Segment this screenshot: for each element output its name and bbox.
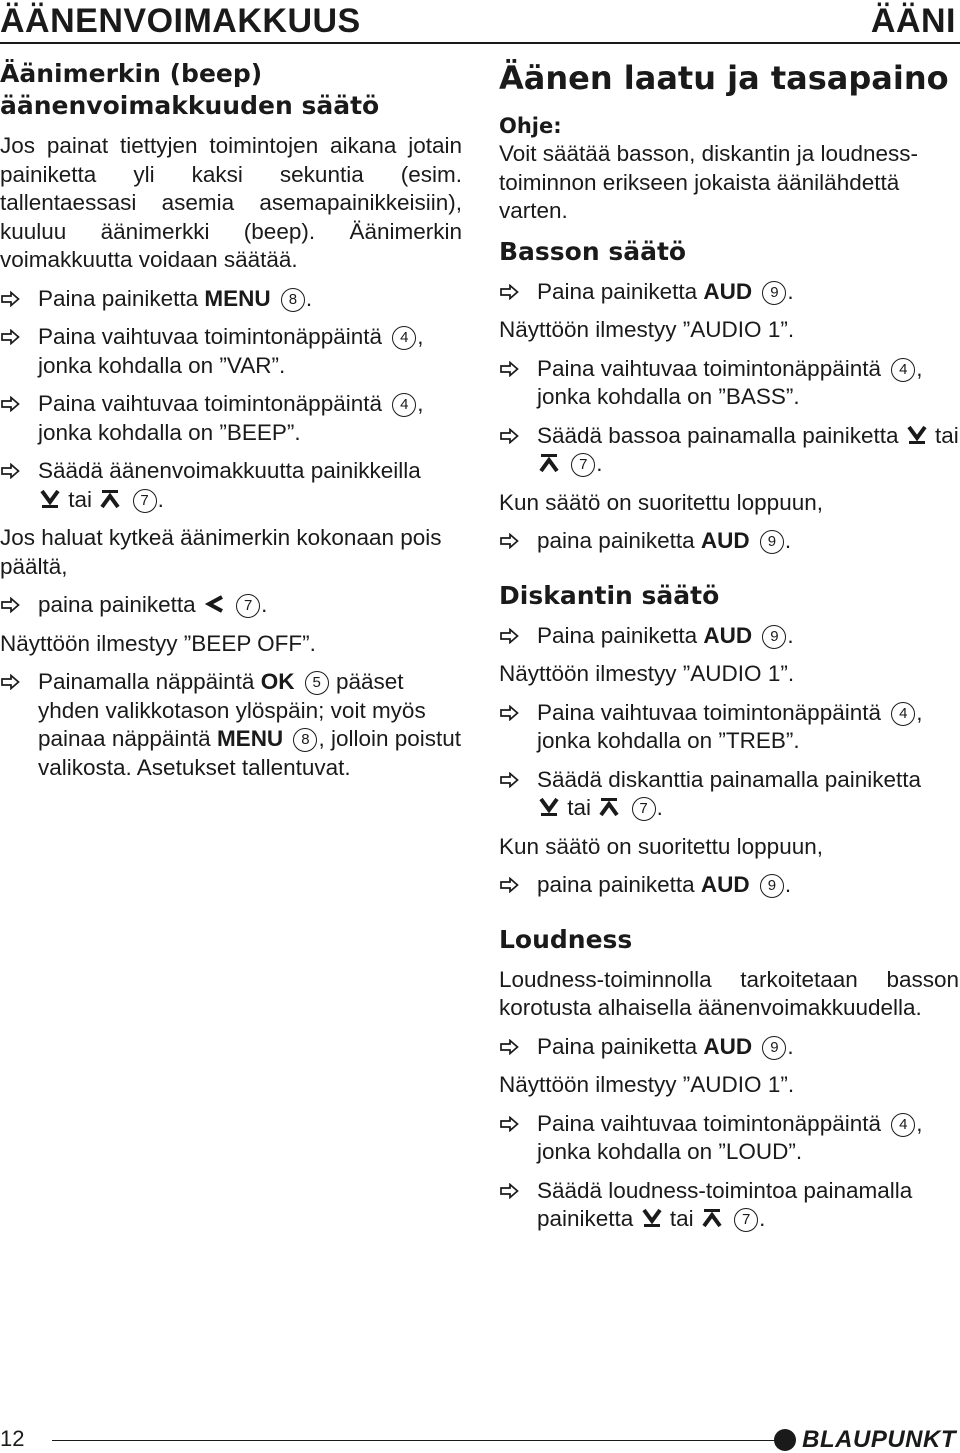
beep-off-text: Jos haluat kytkeä äänimerkin kokonaan pois päältä, [0, 525, 442, 579]
brand-dot-icon [774, 1429, 796, 1451]
page-number: 12 [0, 1426, 25, 1451]
step: Paina painiketta MENU 8 . [0, 285, 462, 314]
button-number-badge: 9 [762, 625, 786, 649]
brand-name: BLAUPUNKT [802, 1426, 956, 1453]
step: Paina vaihtuvaa toimintonäppäintä 4 , jonka kohdalla on ”VAR”. [0, 323, 462, 380]
button-number-badge: 9 [760, 874, 784, 898]
key-label: AUD [700, 528, 750, 553]
key-label: AUD [703, 278, 753, 304]
button-number-badge: 9 [760, 530, 784, 554]
down-arrow-icon [539, 797, 559, 817]
arrow-icon [0, 329, 20, 345]
arrow-icon [499, 1116, 519, 1132]
down-arrow-icon [642, 1208, 662, 1228]
arrow-icon [0, 674, 20, 690]
brand-logo [774, 1427, 956, 1453]
footer-rule [52, 1440, 792, 1441]
arrow-icon [499, 1039, 519, 1055]
finish-text: Kun säätö on suoritettu loppuun, [499, 489, 823, 515]
step: Paina vaihtuvaa toimintonäppäintä 4 , jonka kohdalla on ”BASS”. [499, 355, 959, 412]
step: Paina vaihtuvaa toimintonäppäintä 4 , jonka kohdalla on ”BEEP”. [0, 390, 462, 447]
button-number-badge: 9 [762, 1036, 786, 1060]
arrow-icon [0, 463, 20, 479]
loudness-heading: Loudness [499, 924, 633, 954]
button-number-badge: 7 [734, 1208, 758, 1232]
key-label: MENU [204, 285, 271, 311]
display-text: Näyttöön ilmestyy ”AUDIO 1”. [499, 1072, 795, 1097]
treble-heading: Diskantin säätö [499, 580, 720, 610]
button-number-badge: 7 [571, 453, 595, 477]
down-arrow-icon [40, 489, 60, 509]
step: Paina painiketta AUD 9 . [499, 1033, 959, 1062]
arrow-icon [499, 1183, 519, 1199]
step: Paina painiketta AUD 9 . [499, 622, 959, 651]
step: Paina vaihtuvaa toimintonäppäintä 4 , jonka kohdalla on ”LOUD”. [499, 1110, 959, 1167]
arrow-icon [499, 705, 519, 721]
arrow-icon [499, 361, 519, 377]
button-number-badge: 7 [133, 489, 157, 513]
beep-heading: Äänimerkin (beep) äänenvoimakkuuden säätö [0, 59, 380, 120]
button-number-badge: 7 [236, 594, 260, 618]
button-number-badge: 8 [293, 728, 317, 752]
bass-heading: Basson säätö [499, 236, 687, 266]
step: Säädä diskanttia painamalla painiketta tai 7 . [499, 766, 959, 823]
down-arrow-icon [907, 425, 927, 445]
right-column [499, 58, 959, 1244]
key-label: OK [260, 669, 295, 694]
button-number-badge: 9 [762, 281, 786, 305]
up-arrow-icon [539, 453, 559, 473]
left-column [0, 58, 462, 792]
beep-intro: Jos painat tiettyjen toimintojen aikana jotain painiketta yli kaksi sekuntia (esim. tallentaessasi asemia asemapainikkeisiin), kuuluu äänimerkki (beep). Äänimerkin voimakkuutta voidaan säätää. [0, 133, 462, 272]
header-rule [0, 42, 960, 44]
step: Paina painiketta AUD 9 . [499, 278, 959, 307]
left-arrow-icon [204, 594, 224, 614]
step: Paina vaihtuvaa toimintonäppäintä 4 , jonka kohdalla on ”TREB”. [499, 699, 959, 756]
up-arrow-icon [599, 797, 619, 817]
finish-text: Kun säätö on suoritettu loppuun, [499, 833, 823, 859]
key-label: AUD [700, 872, 750, 897]
arrow-icon [0, 396, 20, 412]
key-label: MENU [216, 726, 284, 751]
chapter-header: ÄÄNI [870, 2, 956, 40]
step: Säädä äänenvoimakkuutta painikkeilla tai 7 . [0, 457, 462, 514]
arrow-icon [499, 628, 519, 644]
button-number-badge: 5 [305, 671, 329, 695]
button-number-badge: 7 [632, 797, 656, 821]
note-label: Ohje: [499, 114, 562, 138]
key-label: AUD [703, 622, 753, 648]
display-text: Näyttöön ilmestyy ”BEEP OFF”. [0, 630, 316, 656]
display-text: Näyttöön ilmestyy ”AUDIO 1”. [499, 661, 795, 686]
sound-quality-heading: Äänen laatu ja tasapaino [499, 59, 949, 97]
arrow-icon [499, 772, 519, 788]
arrow-icon [499, 284, 519, 300]
section-header: ÄÄNENVOIMAKKUUS [0, 2, 361, 40]
up-arrow-icon [100, 489, 120, 509]
step: paina painiketta AUD 9 . [499, 527, 959, 556]
button-number-badge: 4 [392, 393, 416, 417]
note-text: Voit säätää basson, diskantin ja loudness-toiminnon erikseen jokaista äänilähdettä varten. [499, 141, 919, 223]
step: Painamalla näppäintä OK 5 pääset yhden valikkotason ylöspäin; voit myös painaa näppäintä MENU 8 , jolloin poistut valikosta. Asetukset tallentuvat. [0, 668, 462, 782]
key-label: AUD [703, 1033, 753, 1059]
arrow-icon [499, 877, 519, 893]
button-number-badge: 4 [392, 326, 416, 350]
arrow-icon [499, 428, 519, 444]
button-number-badge: 4 [891, 702, 915, 726]
button-number-badge: 4 [891, 1113, 915, 1137]
arrow-icon [0, 597, 20, 613]
arrow-icon [0, 291, 20, 307]
display-text: Näyttöön ilmestyy ”AUDIO 1”. [499, 317, 795, 342]
up-arrow-icon [702, 1208, 722, 1228]
step: paina painiketta 7 . [0, 591, 462, 620]
button-number-badge: 4 [891, 358, 915, 382]
loudness-intro: Loudness-toiminnolla tarkoitetaan basson korotusta alhaisella äänenvoimakkuudella. [499, 966, 959, 1020]
step: Säädä bassoa painamalla painiketta tai 7 . [499, 422, 959, 479]
arrow-icon [499, 533, 519, 549]
step: paina painiketta AUD 9 . [499, 871, 959, 900]
step: Säädä loudness-toimintoa painamalla painiketta tai 7 . [499, 1177, 959, 1234]
button-number-badge: 8 [281, 288, 305, 312]
